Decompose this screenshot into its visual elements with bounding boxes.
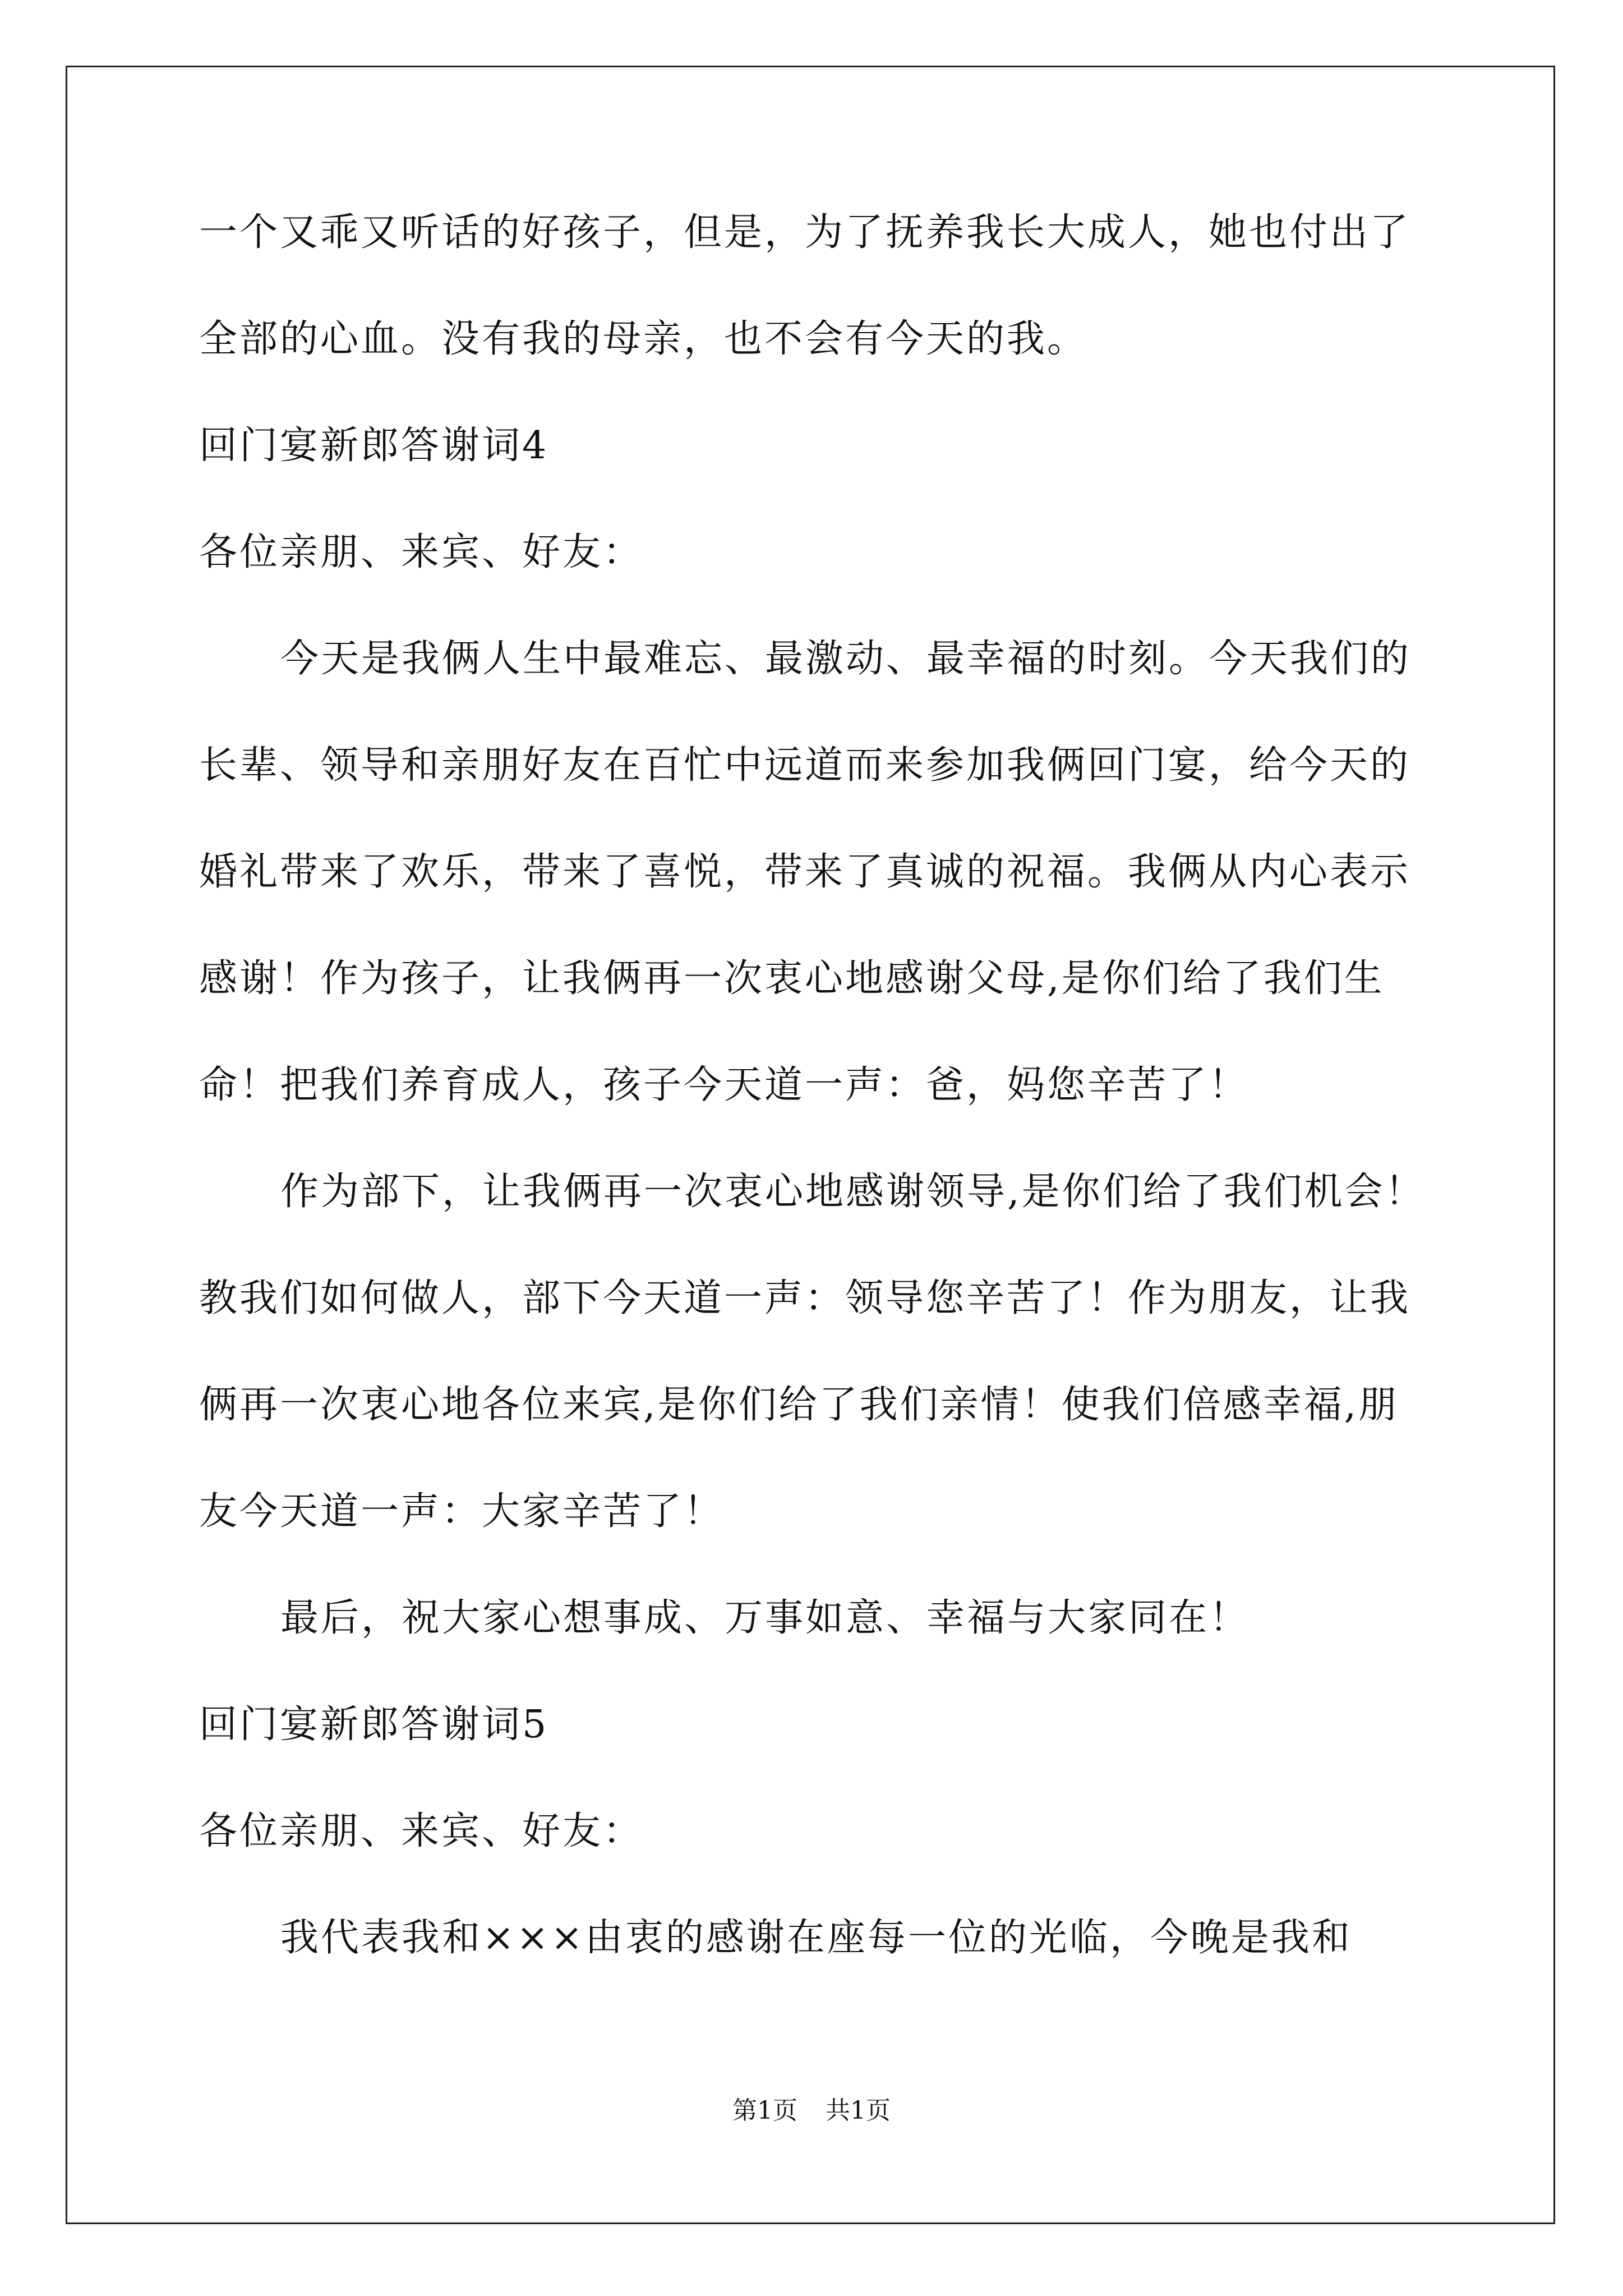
page-number-total: 共1页 [826, 2096, 891, 2125]
paragraph-line: 俩再一次衷心地各位来宾,是你们给了我们亲情！使我们倍感幸福,朋 [199, 1383, 1399, 1427]
paragraph-line: 一个又乖又听话的好孩子，但是，为了抚养我长大成人，她也付出了 [199, 210, 1411, 255]
page-border [66, 66, 1555, 2224]
section-heading: 回门宴新郎答谢词5 [199, 1703, 549, 1747]
paragraph-line: 婚礼带来了欢乐，带来了喜悦，带来了真诚的祝福。我俩从内心表示 [199, 850, 1411, 894]
paragraph-line: 长辈、领导和亲朋好友在百忙中远道而来参加我俩回门宴，给今天的 [199, 743, 1411, 788]
salutation: 各位亲朋、来宾、好友： [199, 530, 644, 574]
paragraph-line: 作为部下，让我俩再一次衷心地感谢领导,是你们给了我们机会！ [280, 1170, 1426, 1214]
section-heading: 回门宴新郎答谢词4 [199, 424, 549, 468]
paragraph-line: 教我们如何做人，部下今天道一声：领导您辛苦了！作为朋友，让我 [199, 1276, 1411, 1320]
paragraph-line: 我代表我和×××由衷的感谢在座每一位的光临，今晚是我和 [280, 1916, 1352, 1960]
paragraph-line: 最后，祝大家心想事成、万事如意、幸福与大家同在！ [280, 1596, 1250, 1640]
paragraph-line: 感谢！作为孩子，让我俩再一次衷心地感谢父母,是你们给了我们生 [199, 956, 1385, 1001]
paragraph-line: 友今天道一声：大家辛苦了！ [199, 1489, 725, 1534]
paragraph-line: 命！把我们养育成人，孩子今天道一声：爸，妈您辛苦了！ [199, 1063, 1249, 1107]
paragraph-line: 今天是我俩人生中最难忘、最激动、最幸福的时刻。今天我们的 [280, 637, 1412, 681]
paragraph-line: 全部的心血。没有我的母亲，也不会有今天的我。 [199, 317, 1088, 361]
salutation: 各位亲朋、来宾、好友： [199, 1809, 644, 1853]
page-footer [0, 2095, 1623, 2127]
page-number-current: 第1页 [732, 2096, 797, 2125]
